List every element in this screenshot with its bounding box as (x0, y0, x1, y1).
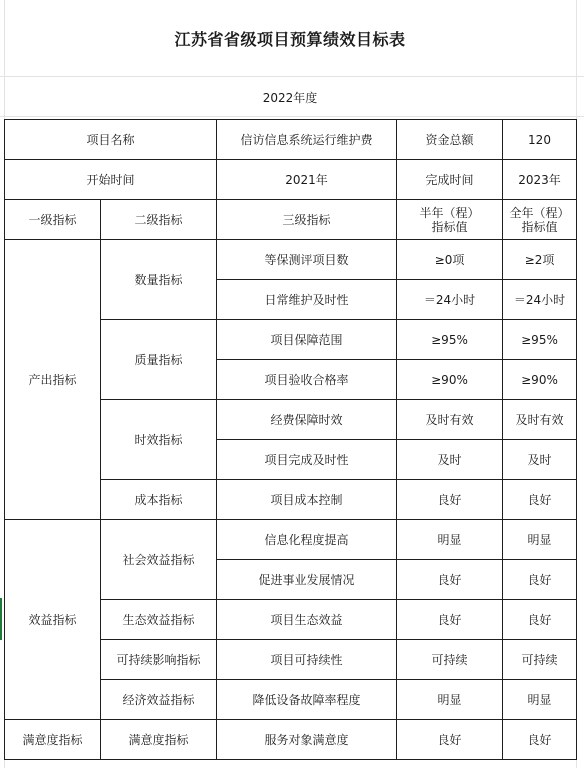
page-title: 江苏省省级项目预算绩效目标表 (174, 29, 406, 49)
header-half-year-line1: 半年（程） (419, 205, 480, 220)
full-value-cell[interactable]: 良好 (503, 480, 577, 520)
table-row (5, 160, 577, 200)
half-value-cell[interactable]: 良好 (397, 600, 503, 640)
full-value-cell[interactable]: ＝24小时 (503, 280, 577, 320)
table-row (5, 720, 577, 760)
header-level3: 三级指标 (217, 200, 397, 240)
funds-value[interactable]: 120 (503, 120, 577, 160)
full-value-cell[interactable]: 良好 (503, 720, 577, 760)
header-level1: 一级指标 (5, 200, 101, 240)
level1-benefit: 效益指标 (5, 520, 101, 720)
indicator-cell[interactable]: 促进事业发展情况 (217, 560, 397, 600)
full-value-cell[interactable]: 良好 (503, 560, 577, 600)
half-value-cell[interactable]: ≥90% (397, 360, 503, 400)
half-value-cell[interactable]: 良好 (397, 480, 503, 520)
row-selection-marker (0, 598, 2, 640)
start-time-label: 开始时间 (5, 160, 217, 200)
level1-output: 产出指标 (5, 240, 101, 520)
header-half-year (397, 200, 503, 240)
half-value-cell[interactable]: ≥0项 (397, 240, 503, 280)
half-value-cell[interactable]: 可持续 (397, 640, 503, 680)
full-value-cell[interactable]: 可持续 (503, 640, 577, 680)
half-value-cell[interactable]: 及时 (397, 440, 503, 480)
half-value-cell[interactable]: ≥95% (397, 320, 503, 360)
level2-quality: 质量指标 (101, 320, 217, 400)
indicator-cell[interactable]: 项目生态效益 (217, 600, 397, 640)
table-row (5, 240, 577, 280)
indicator-cell[interactable]: 降低设备故障率程度 (217, 680, 397, 720)
full-value-cell[interactable]: 良好 (503, 600, 577, 640)
indicator-cell[interactable]: 项目保障范围 (217, 320, 397, 360)
indicator-cell[interactable]: 经费保障时效 (217, 400, 397, 440)
indicator-cell[interactable]: 项目验收合格率 (217, 360, 397, 400)
indicator-cell[interactable]: 项目可持续性 (217, 640, 397, 680)
end-time-label: 完成时间 (397, 160, 503, 200)
start-time-value[interactable]: 2021年 (217, 160, 397, 200)
level2-cost: 成本指标 (101, 480, 217, 520)
level2-timeliness: 时效指标 (101, 400, 217, 480)
half-value-cell[interactable]: 明显 (397, 680, 503, 720)
indicator-cell[interactable]: 日常维护及时性 (217, 280, 397, 320)
header-level2: 二级指标 (101, 200, 217, 240)
header-full-year-line2: 指标值 (521, 219, 558, 234)
full-value-cell[interactable]: 及时有效 (503, 400, 577, 440)
half-value-cell[interactable]: 明显 (397, 520, 503, 560)
level2-sustainable: 可持续影响指标 (101, 640, 217, 680)
level2-social: 社会效益指标 (101, 520, 217, 600)
full-value-cell[interactable]: ≥2项 (503, 240, 577, 280)
header-half-year-line2: 指标值 (431, 219, 468, 234)
full-value-cell[interactable]: ≥95% (503, 320, 577, 360)
table-row (5, 520, 577, 560)
half-value-cell[interactable]: ＝24小时 (397, 280, 503, 320)
project-name-label: 项目名称 (5, 120, 217, 160)
fiscal-year: 2022年度 (262, 90, 318, 105)
half-value-cell[interactable]: 及时有效 (397, 400, 503, 440)
funds-label: 资金总额 (397, 120, 503, 160)
grid-line (0, 116, 584, 117)
level2-quantity: 数量指标 (101, 240, 217, 320)
grid-line (0, 76, 584, 77)
full-value-cell[interactable]: 明显 (503, 520, 577, 560)
indicator-cell[interactable]: 项目成本控制 (217, 480, 397, 520)
full-value-cell[interactable]: 明显 (503, 680, 577, 720)
indicator-cell[interactable]: 等保测评项目数 (217, 240, 397, 280)
project-name-value[interactable]: 信访信息系统运行维护费 (217, 120, 397, 160)
indicator-cell[interactable]: 信息化程度提高 (217, 520, 397, 560)
level1-satisfaction: 满意度指标 (5, 720, 101, 760)
header-full-year (503, 200, 577, 240)
header-row (5, 200, 577, 240)
performance-table (4, 119, 577, 760)
half-value-cell[interactable]: 良好 (397, 560, 503, 600)
level2-economic: 经济效益指标 (101, 680, 217, 720)
header-full-year-line1: 全年（程） (509, 205, 570, 220)
indicator-cell[interactable]: 项目完成及时性 (217, 440, 397, 480)
level2-satisfaction: 满意度指标 (101, 720, 217, 760)
full-value-cell[interactable]: ≥90% (503, 360, 577, 400)
level2-ecological: 生态效益指标 (101, 600, 217, 640)
indicator-cell[interactable]: 服务对象满意度 (217, 720, 397, 760)
half-value-cell[interactable]: 良好 (397, 720, 503, 760)
full-value-cell[interactable]: 及时 (503, 440, 577, 480)
table-row (5, 120, 577, 160)
end-time-value[interactable]: 2023年 (503, 160, 577, 200)
